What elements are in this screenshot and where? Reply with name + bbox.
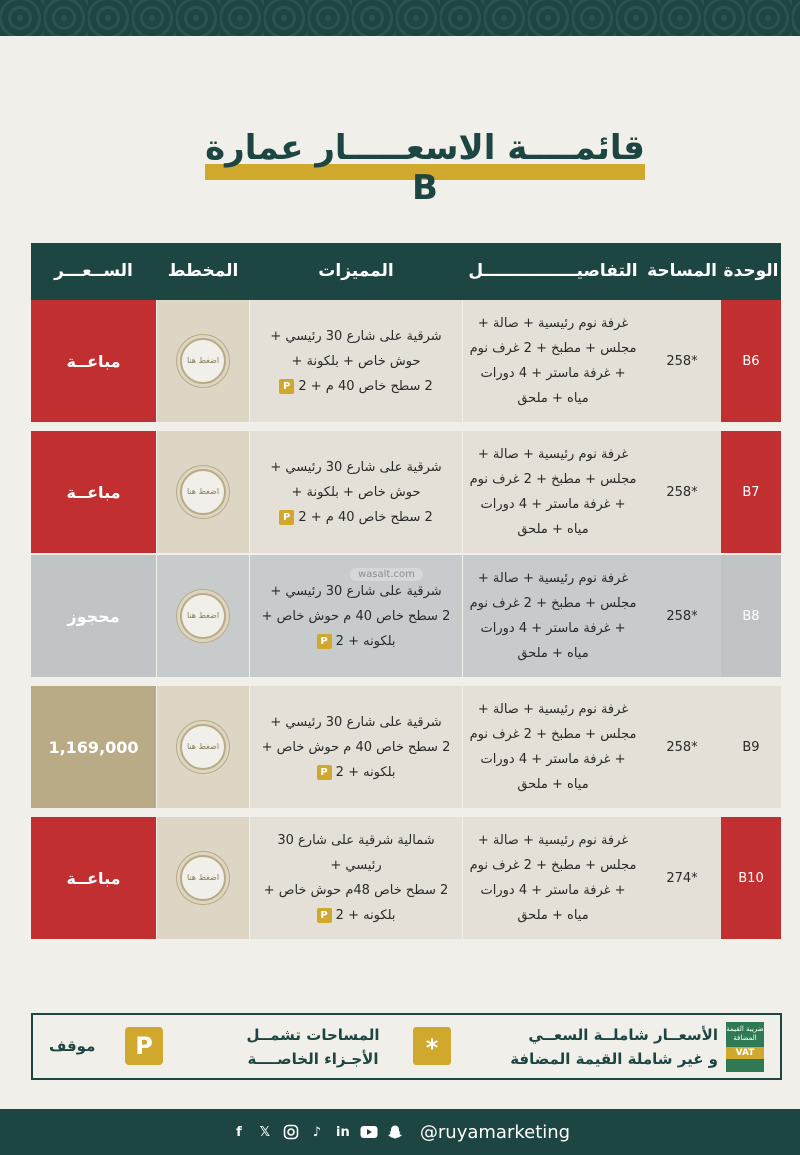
unit-cell: B7 — [721, 431, 781, 553]
feature-line — [262, 629, 451, 654]
feature-text: بلكونه + 2 — [335, 764, 396, 780]
detail-line: مجلس + مطبخ + 2 غرف نوم — [469, 858, 637, 873]
details-cell — [463, 431, 643, 553]
vat-note — [478, 1023, 718, 1071]
snapchat-icon[interactable] — [386, 1123, 404, 1141]
parking-badge-icon: P — [279, 379, 294, 394]
price-table — [31, 243, 781, 300]
feature-text: شرقية على شارع 30 رئيسي + — [270, 714, 442, 730]
detail-line: مياه + ملحق — [517, 646, 589, 661]
facebook-icon[interactable]: f — [236, 1124, 242, 1140]
view-plan-button[interactable]: اضغط هنا — [180, 724, 226, 770]
plan-cell — [157, 686, 249, 808]
table-row — [31, 686, 781, 808]
area-cell: 274* — [643, 817, 721, 939]
unit-cell: B9 — [721, 686, 781, 808]
header-plan: المخطط — [167, 261, 239, 281]
area-note-line1: المساحات تشمــل — [246, 1026, 380, 1044]
detail-line: + غرفة ماستر + 4 دورات — [480, 366, 626, 381]
view-plan-button[interactable]: اضغط هنا — [180, 338, 226, 384]
header-details: التفاصيــــــــــــــــل — [468, 261, 638, 281]
plan-cell — [157, 555, 249, 677]
feature-line — [270, 505, 441, 530]
feature-line — [270, 480, 441, 505]
price-value: 1,169,000 — [48, 737, 139, 757]
features-cell — [250, 431, 462, 553]
details-cell — [463, 555, 643, 677]
detail-line: مجلس + مطبخ + 2 غرف نوم — [469, 341, 637, 356]
detail-line: + غرفة ماستر + 4 دورات — [480, 497, 626, 512]
details-cell — [463, 300, 643, 422]
price-value: محجوز — [67, 606, 120, 626]
feature-line — [264, 828, 449, 853]
feature-text: شمالية شرقية على شارع 30 — [277, 833, 435, 848]
details-cell — [463, 686, 643, 808]
unit-cell: B8 — [721, 555, 781, 677]
feature-line — [264, 853, 449, 878]
page-title: قائمــــة الاسعـــــار عمارة B — [205, 128, 645, 208]
detail-line: + غرفة ماستر + 4 دورات — [480, 752, 626, 767]
social-handle[interactable]: @ruyamarketing — [419, 1121, 571, 1143]
detail-line: مياه + ملحق — [517, 777, 589, 792]
legend-box — [31, 1013, 782, 1080]
unit-cell: B10 — [721, 817, 781, 939]
feature-text: بلكونه + 2 — [335, 908, 396, 923]
detail-line: مجلس + مطبخ + 2 غرف نوم — [469, 472, 637, 487]
vat-icon — [726, 1022, 764, 1072]
price-cell — [31, 817, 156, 939]
unit-cell: B6 — [721, 300, 781, 422]
price-cell — [31, 300, 156, 422]
table-row — [31, 300, 781, 422]
area-note-line2: الأجـزاء الخاصــــة — [247, 1050, 379, 1068]
feature-text: 2 سطح خاص 40 م + 2 — [298, 509, 433, 525]
price-cell — [31, 555, 156, 677]
feature-line — [262, 604, 451, 629]
plan-cell — [157, 300, 249, 422]
detail-line: غرفة نوم رئيسية + صالة + — [477, 447, 629, 462]
feature-line — [264, 878, 449, 903]
feature-line — [270, 455, 441, 480]
price-cell — [31, 431, 156, 553]
feature-text: شرقية على شارع 30 رئيسي + — [270, 583, 442, 599]
plan-cell — [157, 431, 249, 553]
linkedin-icon[interactable]: in — [336, 1124, 350, 1140]
asterisk-icon: * — [413, 1027, 451, 1065]
detail-line: مجلس + مطبخ + 2 غرف نوم — [469, 727, 637, 742]
feature-text: 2 سطح خاص 40 م حوش خاص + — [261, 739, 451, 755]
x-icon[interactable]: 𝕏 — [259, 1124, 271, 1140]
feature-text: بلكونه + 2 — [335, 633, 396, 649]
feature-text: شرقية على شارع 30 رئيسي + — [270, 459, 442, 475]
detail-line: مياه + ملحق — [517, 908, 589, 923]
price-value: مباعــة — [66, 482, 121, 502]
instagram-icon[interactable] — [282, 1123, 300, 1141]
detail-line: غرفة نوم رئيسية + صالة + — [477, 571, 629, 586]
vat-badge-title: ضريبة القيمة المضافة — [726, 1025, 764, 1042]
view-plan-button[interactable]: اضغط هنا — [180, 469, 226, 515]
header-features: المميزات — [318, 261, 394, 281]
features-cell — [250, 817, 462, 939]
price-value: مباعــة — [66, 351, 121, 371]
top-pattern-band — [0, 0, 800, 36]
detail-line: مجلس + مطبخ + 2 غرف نوم — [469, 596, 637, 611]
detail-line: غرفة نوم رئيسية + صالة + — [477, 833, 629, 848]
feature-line — [262, 579, 451, 604]
feature-line — [262, 710, 451, 735]
feature-text: 2 سطح خاص 40 م + 2 — [298, 378, 433, 394]
detail-line: + غرفة ماستر + 4 دورات — [480, 883, 626, 898]
area-cell: 258* — [643, 686, 721, 808]
features-cell — [250, 686, 462, 808]
features-cell — [250, 300, 462, 422]
area-cell: 258* — [643, 431, 721, 553]
feature-text: رئيسي + — [330, 858, 382, 873]
watermark: wasalt.com — [350, 568, 423, 581]
feature-line — [270, 349, 441, 374]
feature-text: حوش خاص + بلكونة + — [291, 484, 421, 500]
table-row — [31, 431, 781, 553]
footer-bar — [0, 1109, 800, 1155]
vat-note-line2: و غير شاملة القيمة المضافة — [510, 1050, 718, 1068]
table-header — [31, 243, 781, 300]
parking-label: موقف — [49, 1037, 96, 1055]
feature-line — [262, 735, 451, 760]
detail-line: + غرفة ماستر + 4 دورات — [480, 621, 626, 636]
detail-line: غرفة نوم رئيسية + صالة + — [477, 702, 629, 717]
parking-badge-icon: P — [317, 765, 332, 780]
detail-line: مياه + ملحق — [517, 522, 589, 537]
feature-text: 2 سطح خاص 40 م حوش خاص + — [261, 608, 451, 624]
view-plan-button[interactable]: اضغط هنا — [180, 593, 226, 639]
parking-badge-icon: P — [279, 510, 294, 525]
price-value: مباعــة — [66, 868, 121, 888]
feature-line — [270, 324, 441, 349]
feature-text: شرقية على شارع 30 رئيسي + — [270, 328, 442, 344]
vat-badge-code: VAT — [726, 1047, 764, 1059]
area-note — [223, 1023, 403, 1071]
tiktok-icon[interactable]: ♪ — [312, 1124, 322, 1140]
feature-line — [264, 903, 449, 928]
feature-text: حوش خاص + بلكونة + — [291, 353, 421, 369]
feature-text: 2 سطح خاص 48م حوش خاص + — [263, 883, 449, 898]
youtube-icon[interactable] — [360, 1123, 378, 1141]
header-area: المساحة — [647, 261, 717, 281]
area-cell: 258* — [643, 300, 721, 422]
parking-badge-icon: P — [317, 908, 332, 923]
area-cell: 258* — [643, 555, 721, 677]
feature-line — [270, 374, 441, 399]
vat-note-line1: الأسعــار شاملــة السعــي — [528, 1026, 718, 1044]
details-cell — [463, 817, 643, 939]
view-plan-button[interactable]: اضغط هنا — [180, 855, 226, 901]
header-price: الســعـــر — [54, 261, 133, 281]
table-row — [31, 817, 781, 939]
parking-icon: P — [125, 1027, 163, 1065]
plan-cell — [157, 817, 249, 939]
detail-line: غرفة نوم رئيسية + صالة + — [477, 316, 629, 331]
detail-line: مياه + ملحق — [517, 391, 589, 406]
price-cell — [31, 686, 156, 808]
header-unit: الوحدة — [723, 261, 779, 281]
parking-badge-icon: P — [317, 634, 332, 649]
feature-line — [262, 760, 451, 785]
